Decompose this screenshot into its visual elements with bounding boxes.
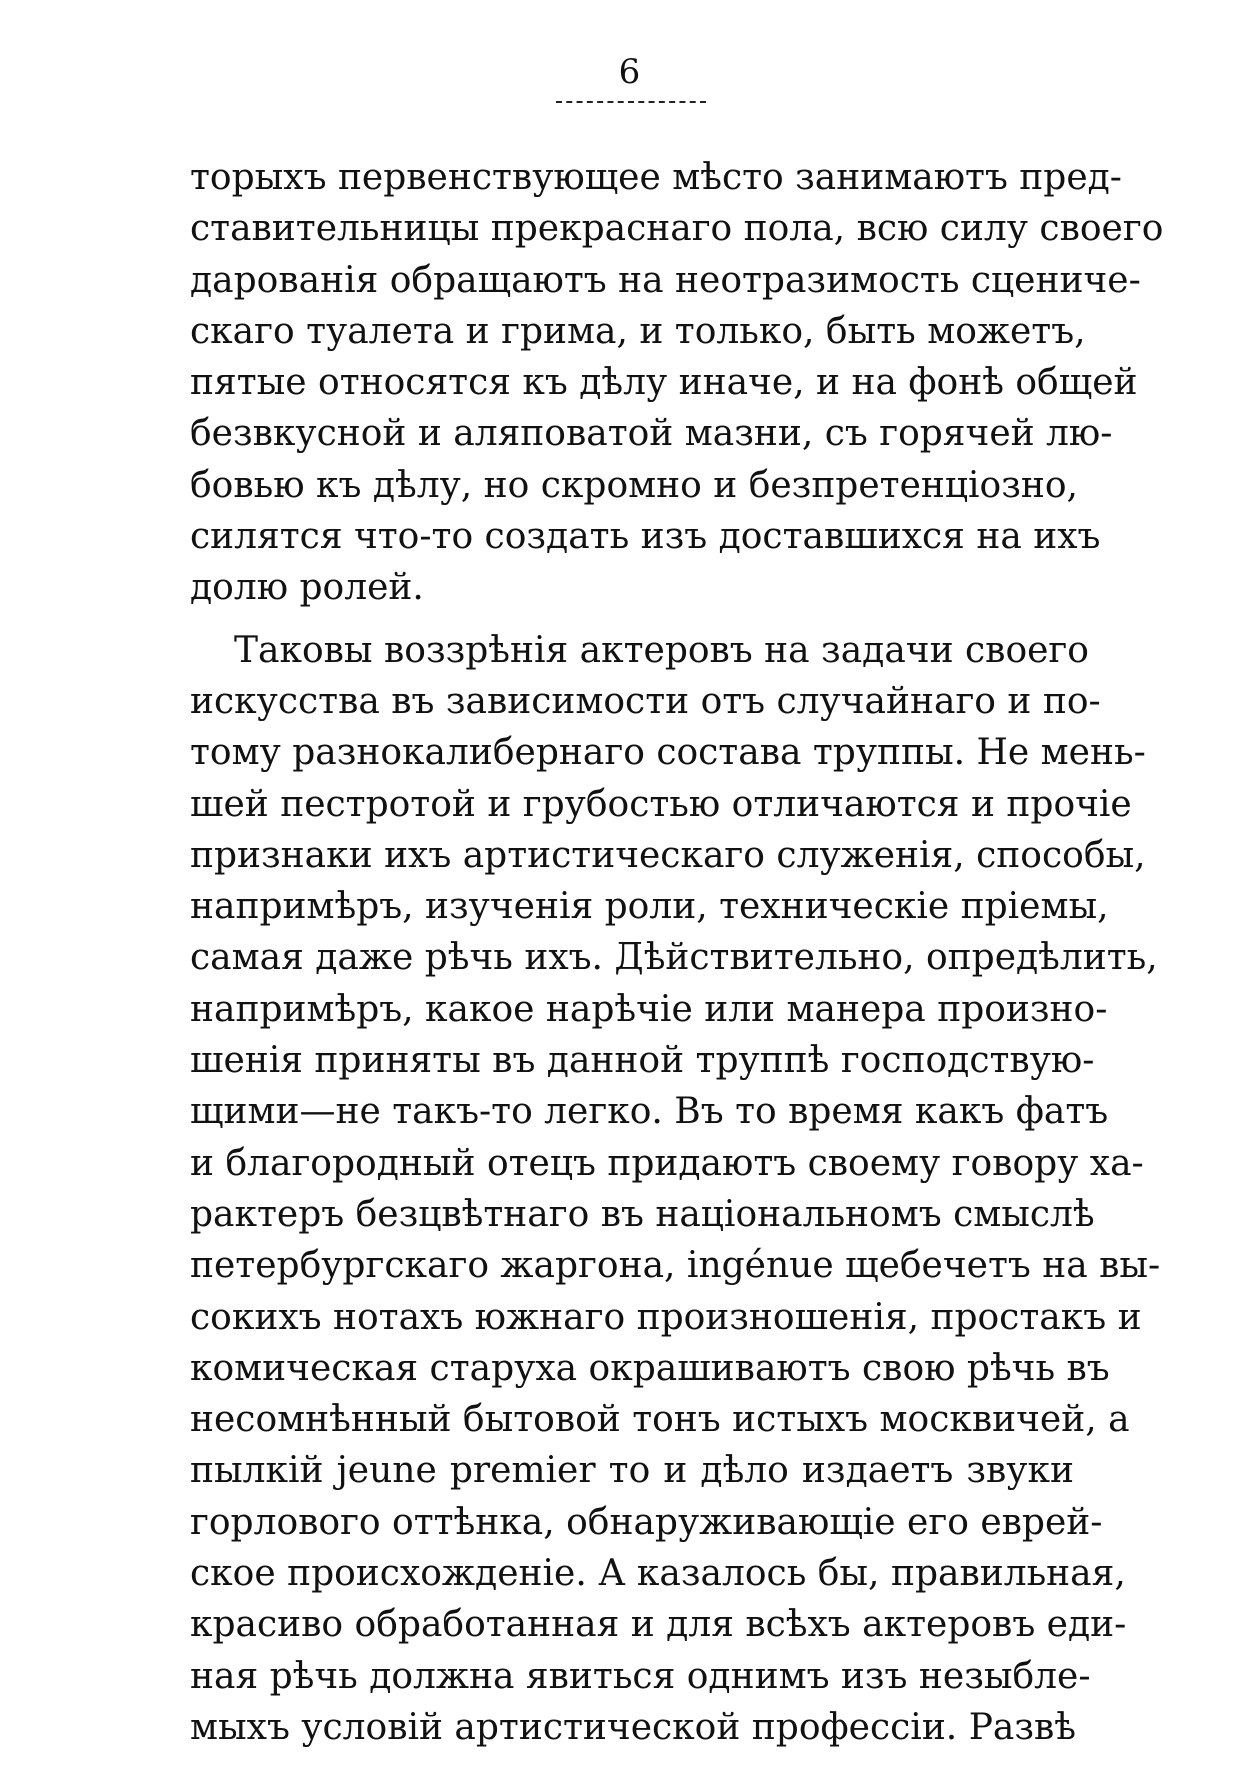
text-line: ставительницы прекраснаго пола, всю силу своего xyxy=(190,208,1164,250)
text-line: сокихъ нотахъ южнаго произношенія, простакъ и xyxy=(190,1296,1142,1338)
text-line: торыхъ первенствующее мѣсто занимаютъ пред- xyxy=(190,157,1122,198)
page-number: 6 xyxy=(618,52,641,92)
text-line: напримѣръ, изученія роли, техническіе пріемы, xyxy=(190,886,1109,928)
paragraph-gap xyxy=(190,614,1074,625)
text-line: пятые относятся къ дѣлу иначе, и на фонѣ общей xyxy=(190,362,1138,404)
text-line: горлового оттѣнка, обнаруживающіе его еврей- xyxy=(190,1501,1103,1543)
text-line: ная рѣчь должна явиться однимъ изъ незыбле- xyxy=(190,1655,1091,1697)
text-line: несомнѣнный бытовой тонъ истыхъ москвичей, а xyxy=(190,1399,1130,1441)
text-line: тому разнокалибернаго состава труппы. Не мень- xyxy=(190,732,1146,774)
text-line: и благородный отецъ придаютъ своему говору ха- xyxy=(190,1142,1144,1184)
text-line: долю ролей. xyxy=(190,567,424,609)
paragraph-2 xyxy=(190,625,1161,1754)
text-line: признаки ихъ артистическаго служенія, способы, xyxy=(190,834,1146,876)
text-line: комическая старуха окрашиваютъ свою рѣчь въ xyxy=(190,1347,1110,1389)
text-line: искусства въ зависимости отъ случайнаго и по- xyxy=(190,680,1101,722)
text-line: рактеръ безцвѣтнаго въ національномъ смыслѣ xyxy=(190,1193,1095,1235)
header-rule xyxy=(556,101,706,103)
text-line: напримѣръ, какое нарѣчіе или манера произно- xyxy=(190,988,1108,1030)
text-line: дарованія обращаютъ на неотразимость сцениче- xyxy=(190,259,1141,301)
text-line: шенія приняты въ данной труппѣ господствую- xyxy=(190,1040,1095,1082)
paragraph-1 xyxy=(190,152,1164,614)
text-line: красиво обработанная и для всѣхъ актеровъ еди- xyxy=(190,1604,1127,1646)
text-line: ское происхожденіе. А казалось бы, правильная, xyxy=(190,1553,1126,1595)
text-line: щими—не такъ-то легко. Въ то время какъ фатъ xyxy=(190,1091,1109,1133)
text-line: бовью къ дѣлу, но скромно и безпретенціозно, xyxy=(190,464,1078,506)
body-text xyxy=(190,152,1164,1753)
text-line: безвкусной и аляповатой мазни, съ горячей лю- xyxy=(190,413,1113,455)
text-line: силятся что-то создать изъ доставшихся на ихъ xyxy=(190,516,1101,558)
text-line: мыхъ условій артистической профессіи. Развѣ xyxy=(190,1706,1076,1748)
text-line: петербургскаго жаргона, ingénue щебечетъ на вы- xyxy=(190,1245,1161,1287)
text-line: пылкій jeune premier то и дѣло издаетъ звуки xyxy=(190,1450,1074,1492)
text-line: скаго туалета и грима, и только, быть можетъ, xyxy=(190,310,1086,352)
text-line: самая даже рѣчь ихъ. Дѣйствительно, опредѣлить, xyxy=(190,937,1158,979)
text-line: Таковы воззрѣнія актеровъ на задачи своего xyxy=(234,629,1089,671)
text-line: шей пестротой и грубостью отличаются и прочіе xyxy=(190,783,1132,825)
